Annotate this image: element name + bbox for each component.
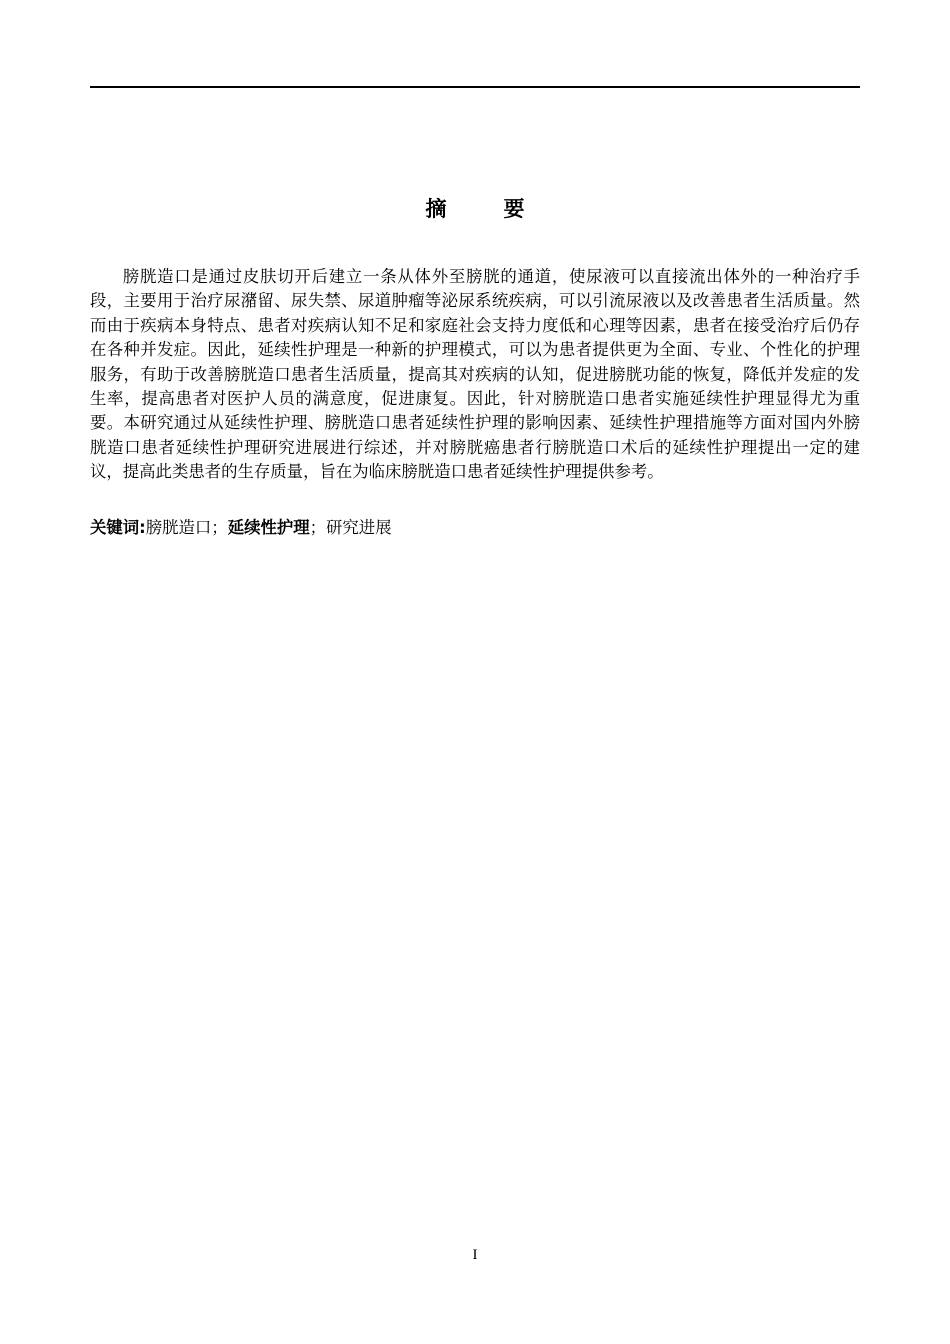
keyword-item: 延续性护理 [227, 518, 310, 537]
abstract-body: 膀胱造口是通过皮肤切开后建立一条从体外至膀胱的通道，使尿液可以直接流出体外的一种治疗手段，主要用于治疗尿潴留、尿失禁、尿道肿瘤等泌尿系统疾病，可以引流尿液以及改善患者生活质量。然而由于疾病本身特点、患者对疾病认知不足和家庭社会支持力度低和心理等因素，患者在接受治疗后仍存在各种并发症。因此，延续性护理是一种新的护理模式，可以为患者提供更为全面、专业、个性化的护理服务，有助于改善膀胱造口患者生活质量，提高其对疾病的认知，促进膀胱功能的恢复，降低并发症的发生率，提高患者对医护人员的满意度，促进康复。因此，针对膀胱造口患者实施延续性护理显得尤为重要。本研究通过从延续性护理、膀胱造口患者延续性护理的影响因素、延续性护理措施等方面对国内外膀胱造口患者延续性护理研究进展进行综述，并对膀胱癌患者行膀胱造口术后的延续性护理提出一定的建议，提高此类患者的生存质量，旨在为临床膀胱造口患者延续性护理提供参考。 [90, 267, 860, 482]
keywords-label: 关键词: [90, 518, 146, 537]
page-number: I [472, 1247, 478, 1263]
abstract-title: 摘 要 [425, 197, 543, 221]
header-rule [90, 86, 860, 88]
keywords-line [90, 516, 860, 540]
keyword-item: ；研究进展 [309, 518, 392, 537]
keyword-item: 膀胱造口； [145, 518, 228, 537]
